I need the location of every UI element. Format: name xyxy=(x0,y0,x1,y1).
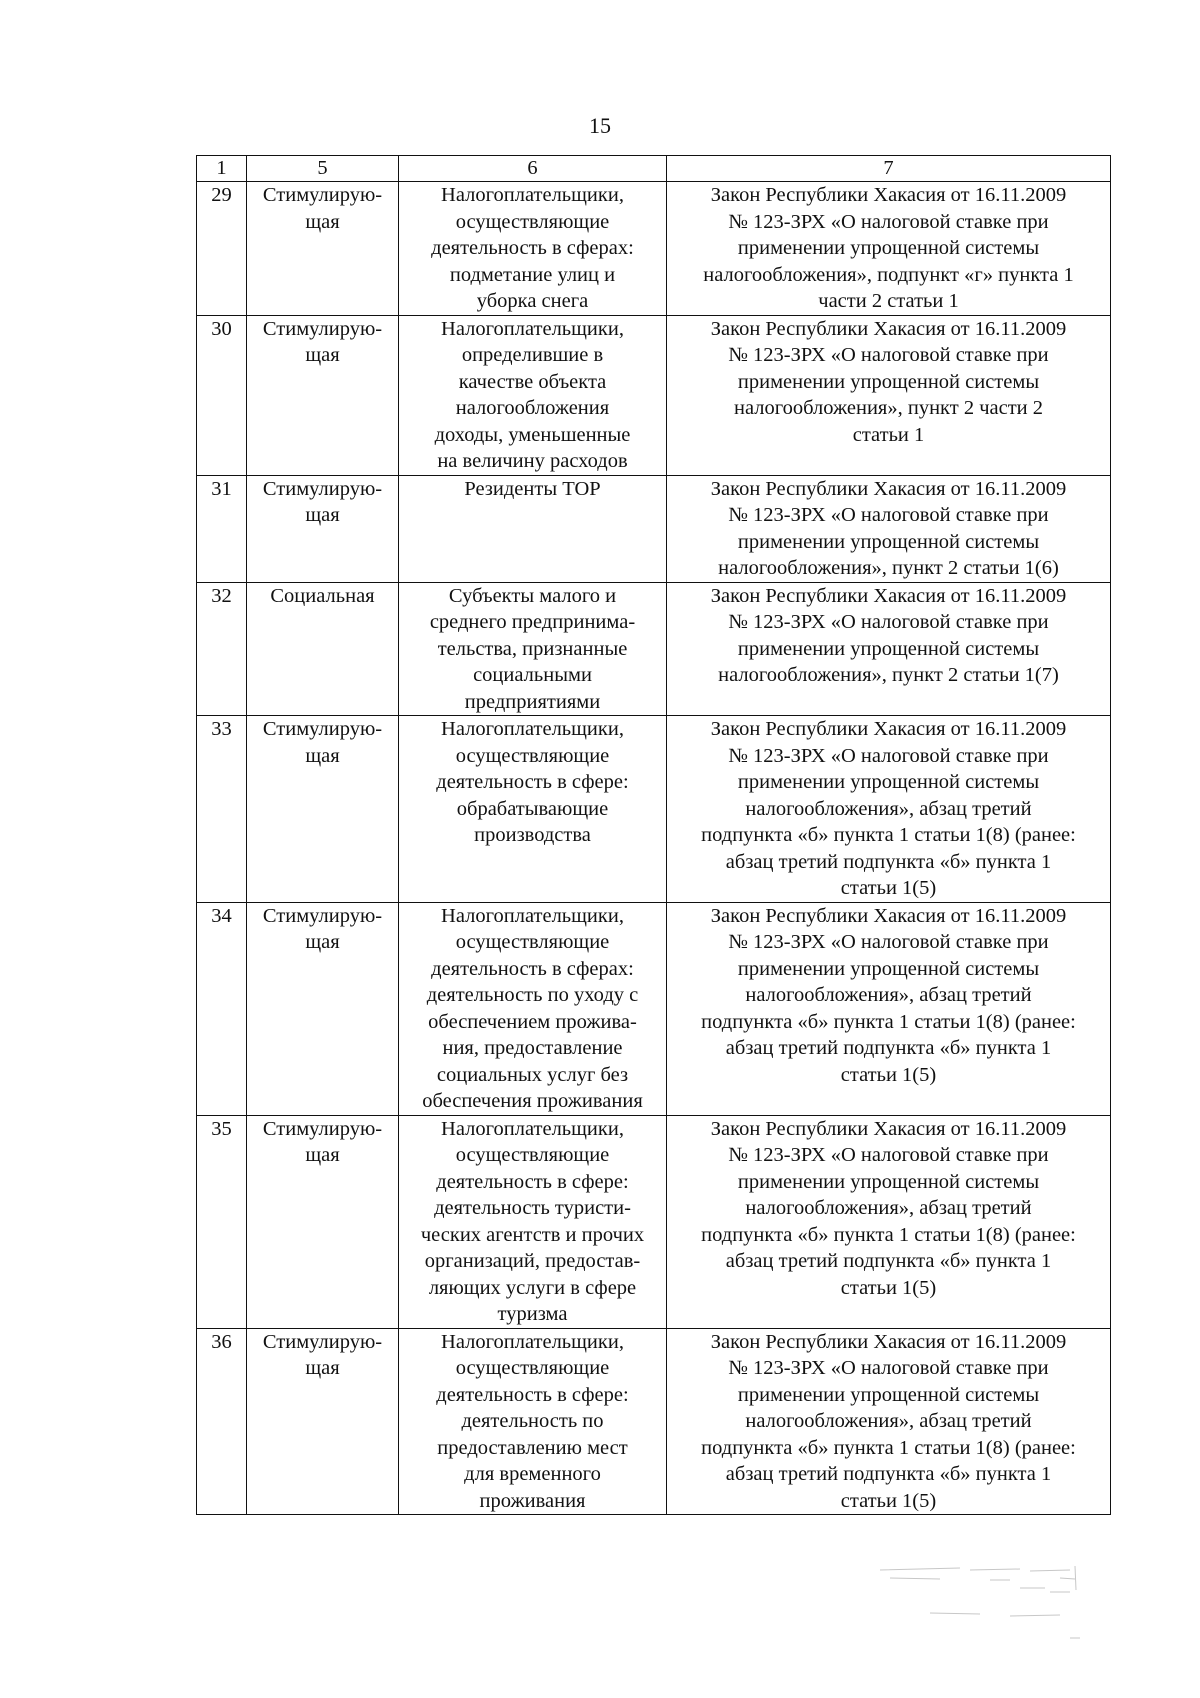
table-row xyxy=(197,582,1111,716)
recipient-cell: Резиденты ТОР xyxy=(399,475,667,582)
page-number: 15 xyxy=(589,113,611,138)
legal-basis-cell: Закон Республики Хакасия от 16.11.2009 № 123-ЗРХ «О налоговой ставке при применении упрощенной системы налогообложения», пункт 2 статьи 1(6) xyxy=(667,475,1111,582)
benefit-type-cell: Стимулирую- щая xyxy=(247,1115,399,1328)
table-body xyxy=(197,182,1111,1515)
legal-basis-cell: Закон Республики Хакасия от 16.11.2009 № 123-ЗРХ «О налоговой ставке при применении упрощенной системы налогообложения», абзац третий подпункта «б» пункта 1 статьи 1(8) (ранее: абзац третий подпункта «б» пункта 1 статьи 1(5) xyxy=(667,716,1111,903)
scan-artifact xyxy=(870,1558,1110,1648)
table-row xyxy=(197,716,1111,903)
legal-basis-cell: Закон Республики Хакасия от 16.11.2009 № 123-ЗРХ «О налоговой ставке при применении упрощенной системы налогообложения», абзац третий подпункта «б» пункта 1 статьи 1(8) (ранее: абзац третий подпункта «б» пункта 1 статьи 1(5) xyxy=(667,1115,1111,1328)
table-row xyxy=(197,902,1111,1115)
table-row xyxy=(197,182,1111,316)
table-header-row xyxy=(197,156,1111,182)
recipient-cell: Налогоплательщики, осуществляющие деятельность в сферах: деятельность по уходу с обеспечением прожива- ния, предоставление социальных услуг без обеспечения проживания xyxy=(399,902,667,1115)
benefit-type-cell: Социальная xyxy=(247,582,399,716)
column-header-7: 7 xyxy=(667,156,1111,182)
row-number-cell: 30 xyxy=(197,315,247,475)
column-header-5: 5 xyxy=(247,156,399,182)
legal-basis-cell: Закон Республики Хакасия от 16.11.2009 № 123-ЗРХ «О налоговой ставке при применении упрощенной системы налогообложения», пункт 2 статьи 1(7) xyxy=(667,582,1111,716)
benefit-type-cell: Стимулирую- щая xyxy=(247,716,399,903)
legal-basis-cell: Закон Республики Хакасия от 16.11.2009 № 123-ЗРХ «О налоговой ставке при применении упрощенной системы налогообложения», абзац третий подпункта «б» пункта 1 статьи 1(8) (ранее: абзац третий подпункта «б» пункта 1 статьи 1(5) xyxy=(667,902,1111,1115)
column-header-1: 1 xyxy=(197,156,247,182)
row-number-cell: 34 xyxy=(197,902,247,1115)
recipient-cell: Налогоплательщики, осуществляющие деятельность в сфере: обрабатывающие производства xyxy=(399,716,667,903)
benefit-type-cell: Стимулирую- щая xyxy=(247,182,399,316)
legal-basis-cell: Закон Республики Хакасия от 16.11.2009 № 123-ЗРХ «О налоговой ставке при применении упрощенной системы налогообложения», пункт 2 части 2 статьи 1 xyxy=(667,315,1111,475)
table-row xyxy=(197,475,1111,582)
table-row xyxy=(197,1115,1111,1328)
benefit-type-cell: Стимулирую- щая xyxy=(247,1328,399,1515)
legal-basis-cell: Закон Республики Хакасия от 16.11.2009 № 123-ЗРХ «О налоговой ставке при применении упрощенной системы налогообложения», подпункт «г» пункта 1 части 2 статьи 1 xyxy=(667,182,1111,316)
recipient-cell: Налогоплательщики, осуществляющие деятельность в сфере: деятельность туристи- ческих агентств и прочих организаций, предостав- ляющих услуги в сфере туризма xyxy=(399,1115,667,1328)
benefit-type-cell: Стимулирую- щая xyxy=(247,315,399,475)
recipient-cell: Субъекты малого и среднего предпринима- тельства, признанные социальными предприятиями xyxy=(399,582,667,716)
recipient-cell: Налогоплательщики, определившие в качестве объекта налогообложения доходы, уменьшенные на величину расходов xyxy=(399,315,667,475)
benefit-type-cell: Стимулирую- щая xyxy=(247,475,399,582)
row-number-cell: 35 xyxy=(197,1115,247,1328)
table-row xyxy=(197,1328,1111,1515)
table-row xyxy=(197,315,1111,475)
benefit-type-cell: Стимулирую- щая xyxy=(247,902,399,1115)
row-number-cell: 33 xyxy=(197,716,247,903)
tax-benefits-table xyxy=(196,155,1111,1515)
row-number-cell: 36 xyxy=(197,1328,247,1515)
legal-basis-cell: Закон Республики Хакасия от 16.11.2009 № 123-ЗРХ «О налоговой ставке при применении упрощенной системы налогообложения», абзац третий подпункта «б» пункта 1 статьи 1(8) (ранее: абзац третий подпункта «б» пункта 1 статьи 1(5) xyxy=(667,1328,1111,1515)
row-number-cell: 31 xyxy=(197,475,247,582)
recipient-cell: Налогоплательщики, осуществляющие деятельность в сферах: подметание улиц и уборка снега xyxy=(399,182,667,316)
row-number-cell: 32 xyxy=(197,582,247,716)
row-number-cell: 29 xyxy=(197,182,247,316)
column-header-6: 6 xyxy=(399,156,667,182)
recipient-cell: Налогоплательщики, осуществляющие деятельность в сфере: деятельность по предоставлению мест для временного проживания xyxy=(399,1328,667,1515)
